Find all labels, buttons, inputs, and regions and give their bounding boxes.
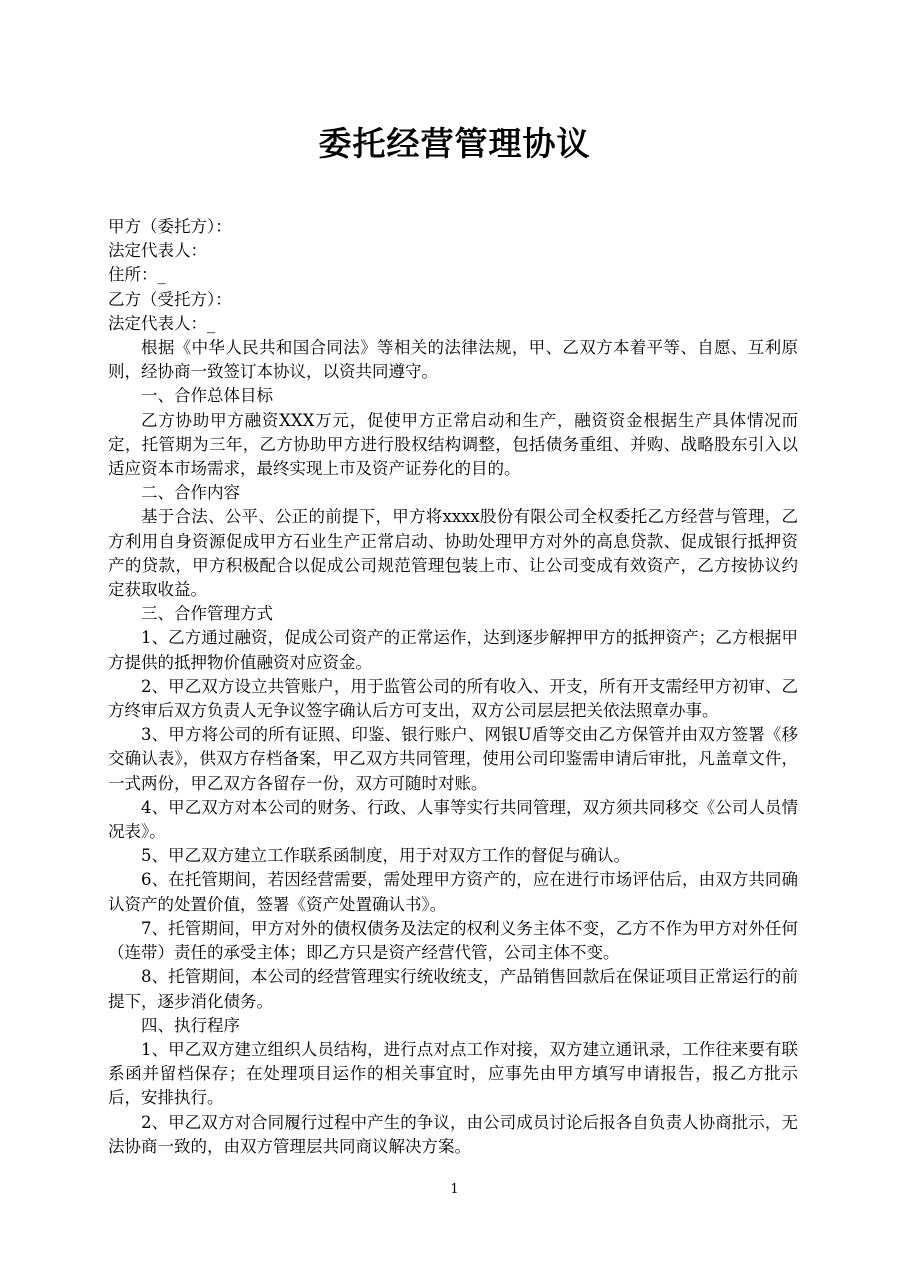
section-heading-goals: 一、合作总体目标 [141,386,273,406]
document-title: 委托经营管理协议 [318,124,591,163]
party-b-representative-line: 法定代表人：_ [108,313,216,333]
section-heading-procedure: 四、执行程序 [141,1015,240,1035]
party-a-representative-line: 法定代表人： [108,241,207,261]
section-paragraph: 3、甲方将公司的所有证照、印鉴、银行账户、网银U盾等交由乙方保管并由双方签署《移交确认表》，供双方存档备案，甲乙双方共同管理，使用公司印鉴需申请后审批，凡盖章文件，一式两份，甲乙双方各留存一份，双方可随时对账。 [108,725,798,793]
section-heading-management: 三、合作管理方式 [141,604,273,624]
section-heading-content: 二、合作内容 [141,483,240,503]
section-paragraph: 8、托管期间，本公司的经营管理实行统收统支，产品销售回款后在保证项目正常运行的前提下，逐步消化债务。 [108,967,798,1011]
party-b-line: 乙方（受托方）： [108,289,232,309]
section-paragraph: 乙方协助甲方融资XXX万元，促使甲方正常启动和生产，融资资金根据生产具体情况而定，托管期为三年，乙方协助甲方进行股权结构调整，包括债务重组、并购、战略股东引入以适应资本市场需求，最终实现上市及资产证券化的目的。 [108,410,798,479]
section-paragraph: 7、托管期间，甲方对外的债权债务及法定的权利义务主体不变，乙方不作为甲方对外任何（连带）责任的承受主体；即乙方只是资产经营代管，公司主体不变。 [108,918,798,963]
section-paragraph: 2、甲乙双方设立共管账户，用于监管公司的所有收入、开支，所有开支需经甲方初审、乙方终审后双方负责人无争议签字确认后方可支出，双方公司层层把关依法照章办事。 [108,676,798,721]
party-a-line: 甲方（委托方）： [108,217,232,236]
document-body [108,215,798,1159]
party-a-address-line: 住所：_ [108,265,166,285]
section-paragraph: 2、甲乙双方对合同履行过程中产生的争议，由公司成员讨论后报各自负责人协商批示，无法协商一致的，由双方管理层共同商议解决方案。 [108,1112,798,1156]
section-paragraph: 4、甲乙双方对本公司的财务、行政、人事等实行共同管理，双方须共同移交《公司人员情况表》。 [108,797,798,842]
preamble-paragraph: 根据《中华人民共和国合同法》等相关的法律法规，甲、乙双方本着平等、自愿、互利原则，经协商一致签订本协议，以资共同遵守。 [108,338,798,382]
section-paragraph: 基于合法、公平、公正的前提下，甲方将xxxx股份有限公司全权委托乙方经营与管理，乙方利用自身资源促成甲方石业生产正常启动、协助处理甲方对外的高息贷款、促成银行抵押资产的贷款，甲方积极配合以促成公司规范管理包装上市、让公司变成有效资产，乙方按协议约定获取收益。 [108,507,798,600]
section-paragraph: 5、甲乙双方建立工作联系函制度，用于对双方工作的督促与确认。 [141,846,630,866]
section-paragraph: 1、甲乙双方建立组织人员结构，进行点对点工作对接，双方建立通讯录，工作往来要有联系函并留档保存；在处理项目运作的相关事宜时，应事先由甲方填写申请报告，报乙方批示后，安排执行。 [108,1039,798,1108]
section-paragraph: 1、乙方通过融资，促成公司资产的正常运作，达到逐步解押甲方的抵押资产；乙方根据甲方提供的抵押物价值融资对应资金。 [108,628,798,672]
page-number: 1 [450,1182,459,1197]
section-paragraph: 6、在托管期间，若因经营需要，需处理甲方资产的，应在进行市场评估后，由双方共同确认资产的处置价值，签署《资产处置确认书》。 [108,870,798,914]
